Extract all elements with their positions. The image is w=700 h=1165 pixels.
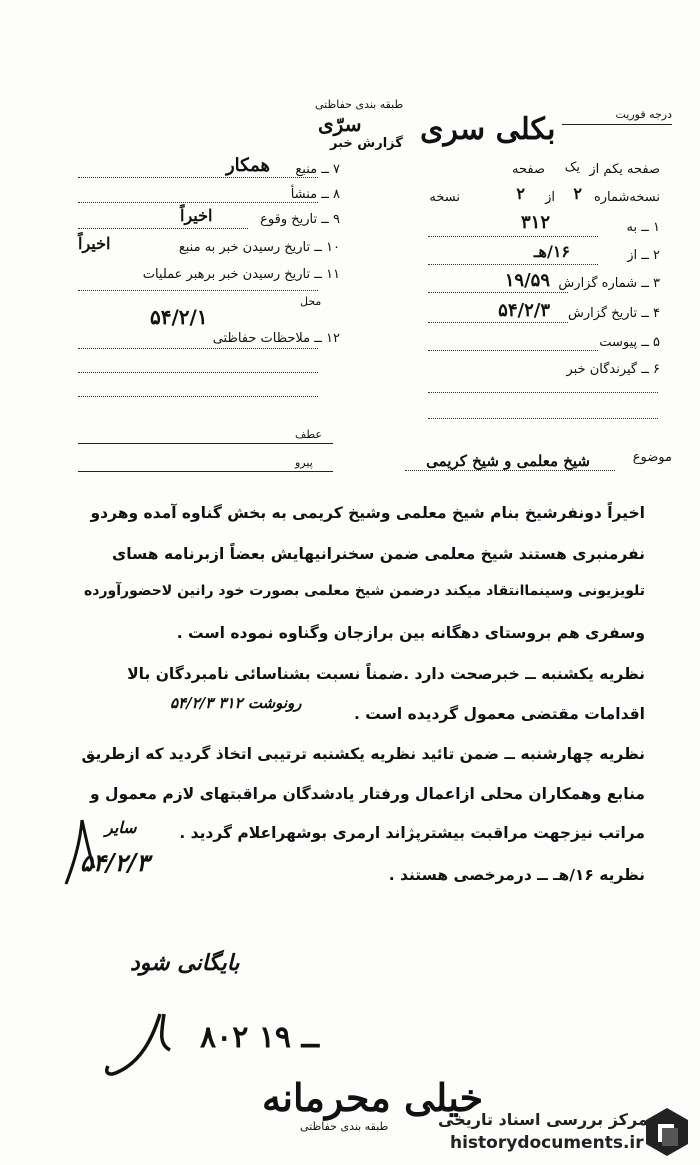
margin-note-text: سایر [105, 818, 137, 837]
signature-stroke [100, 1010, 190, 1080]
priority-underline [562, 124, 672, 125]
field-page-suffix: صفحه [512, 162, 545, 177]
field-copy-suffix: نسخه [429, 190, 460, 205]
subject-line [405, 470, 615, 471]
archive-logo-icon [644, 1106, 690, 1158]
field-origin-line [78, 202, 318, 203]
pairo-label: پیرو [295, 456, 313, 469]
body-line-5: نظریه یکشنبه ــ خبرصحت دارد .ضمناً نسبت بشناسائی نامبردگان بالا [127, 665, 645, 683]
field-page-label: صفحه یکم از [589, 162, 660, 177]
field-security-notes-label: ۱۲ ــ ملاحظات حفاظتی [212, 331, 340, 346]
field-recipients-line-2 [428, 418, 658, 419]
field-recv-leader-label: ۱۱ ــ تاریخ رسیدن خبر برهبر عملیات [142, 267, 340, 282]
field-origin-label: ۸ ــ منشأ [290, 187, 340, 202]
field-page-value: یک [564, 160, 580, 175]
field-copy-value2: ۲ [516, 184, 525, 203]
field-copy-value: ۲ [573, 184, 582, 203]
field-source-line [78, 177, 318, 178]
field-copy-label: نسخه‌شماره [593, 190, 660, 205]
margin-signature-stroke [60, 818, 100, 888]
body-line-9: مراتب نیزجهت مراقبت بیشترپژاند ارمری بوشهراعلام گردید . [179, 824, 645, 842]
pairo-line [78, 471, 333, 472]
field-source-value: همکار [225, 155, 270, 176]
field-from-label: ۲ ــ از [627, 248, 660, 263]
field-occur-date-line [78, 228, 248, 229]
margin-note-date: ۵۴/۲/۳ [80, 848, 150, 877]
field-security-line-2 [78, 372, 318, 373]
field-place-value: ۵۴/۲/۱ [150, 305, 208, 329]
classification-label: طبقه بندی حفاظتی [315, 98, 404, 111]
watermark-org: مرکز بررسی اسناد تاریخی [438, 1110, 648, 1129]
field-from-line [428, 264, 598, 265]
classification-stamp: بکلی سری [420, 112, 556, 147]
body-line-8: منابع وهمکاران محلی ازاعمال ورفتار یادشدگان مراقبتهای لازم معمول و [90, 785, 645, 803]
field-to-value: ۳۱۲ [520, 212, 550, 233]
body-line-1: اخیراً دونفرشیخ بنام شیخ معلمی وشیخ کریمی به بخش گناوه آمده وهردو [90, 504, 645, 522]
subject-value: شیخ معلمی و شیخ کریمی [426, 452, 590, 470]
field-place-label: محل [300, 295, 322, 308]
subject-label: موضوع [632, 450, 672, 465]
atf-label: عطف [295, 428, 322, 441]
field-from-value: ۱۶/هـ [533, 242, 570, 261]
reference-number: ۸۰۲ ــ ۱۹ [200, 1020, 320, 1055]
field-copy-mid: از [545, 190, 555, 205]
body-line-6: اقدامات مقتضی معمول گردیده است . [353, 705, 645, 723]
classification-value: سرّی [318, 112, 362, 136]
field-recv-leader-line [78, 290, 318, 291]
body-line-10: نظریه ۱۶/هـ ــ درمرخصی هستند . [388, 866, 645, 884]
field-to-line [428, 236, 598, 237]
body-line-2: نفرمنبری هستند شیخ معلمی ضمن سخنرانیهایش بعضاً ازبرنامه هسای [112, 545, 645, 563]
field-recv-source-value: اخیراً [78, 234, 111, 253]
field-to-label: ۱ ــ به [626, 220, 660, 235]
report-type: گزارش خبر [330, 136, 403, 151]
field-report-date-value: ۵۴/۲/۳ [498, 300, 550, 321]
field-source-label: ۷ ــ منبع [295, 162, 340, 177]
field-report-date-line [428, 322, 568, 323]
field-recv-source-label: ۱۰ ــ تاریخ رسیدن خبر به منبع [178, 240, 340, 255]
body-line-4: وسفری هم بروستای دهگانه بین برازجان وگناوه نموده است . [176, 624, 645, 642]
field-report-date-label: ۴ ــ تاریخ گزارش [568, 306, 660, 321]
priority-label: درجه فوریت [615, 108, 672, 121]
field-recipients-label: ۶ ــ گیرندگان خبر [566, 362, 660, 377]
body-line-3: تلویزیونی وسینماانتقاد میکند درضمن شیخ معلمی بصورت خود رانین لاحضورآورده [84, 583, 645, 599]
atf-line [78, 443, 333, 444]
confidential-stamp-sub: طبقه بندی حفاظتی [300, 1120, 389, 1133]
field-recipients-line-1 [428, 392, 658, 393]
confidential-stamp: خیلی محرمانه [262, 1075, 484, 1120]
field-report-no-line [428, 292, 568, 293]
field-attach-label: ۵ ــ پیوست [599, 335, 660, 350]
field-security-line-1 [78, 348, 318, 349]
field-report-no-value: ۱۹/۵۹ [504, 270, 550, 291]
body-line-7: نظریه چهارشنبه ــ ضمن تائید نظریه یکشنبه ترتیبی اتخاذ گردید که ازطریق [81, 745, 645, 763]
field-security-line-3 [78, 396, 318, 397]
field-occur-date-label: ۹ ــ تاریخ وقوع [260, 212, 340, 227]
archive-note: بایگانی شود [130, 950, 240, 976]
field-attach-line [428, 350, 598, 351]
field-occur-date-value: اخیراً [180, 206, 213, 225]
field-report-no-label: ۳ ــ شماره گزارش [558, 276, 660, 291]
inline-handwritten-note: رونوشت ۳۱۲ ۵۴/۲/۳ [170, 694, 302, 712]
watermark-site: historydocuments.ir [450, 1133, 644, 1153]
